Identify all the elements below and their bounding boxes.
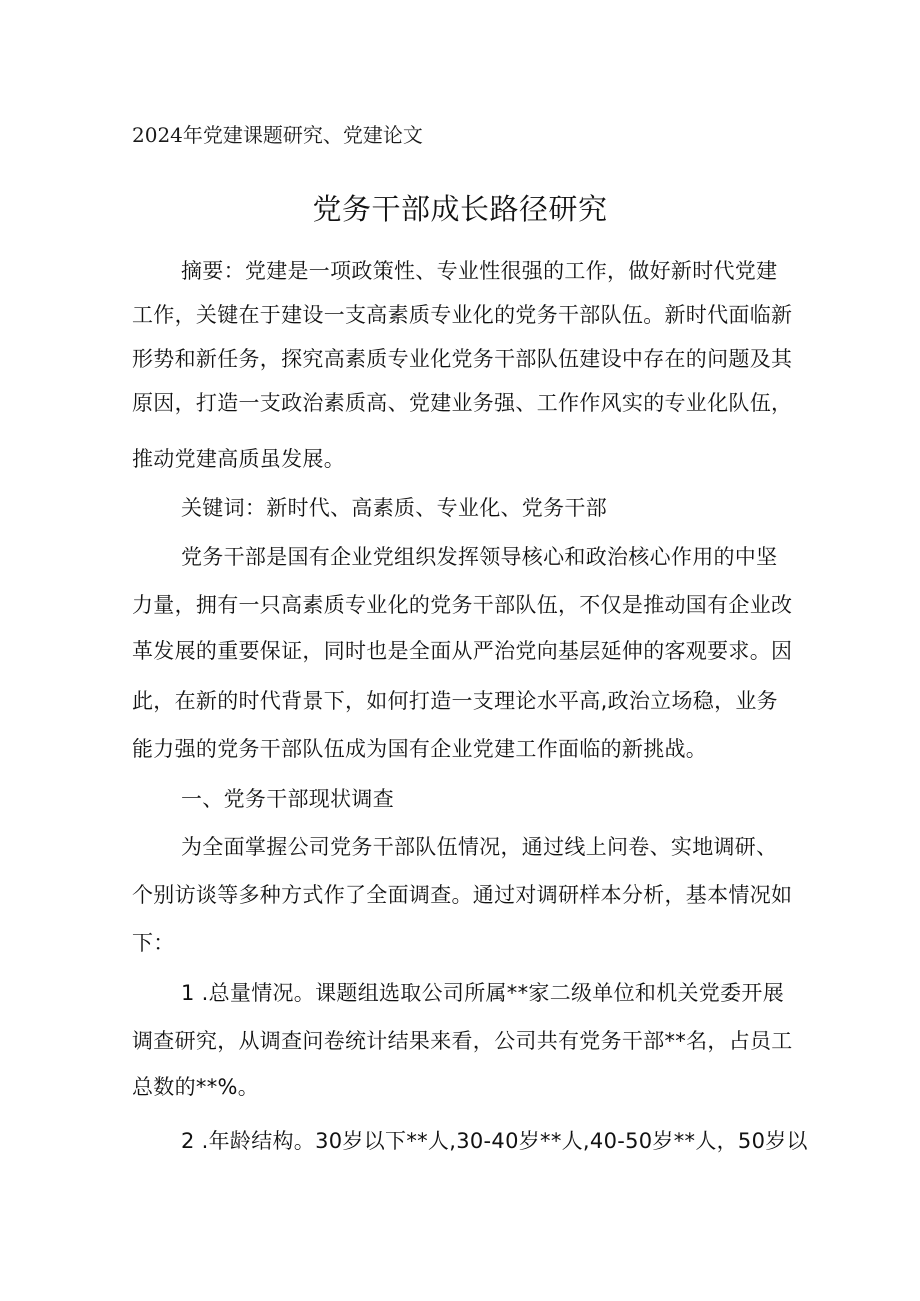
abstract-line: 形势和新任务，探究高素质专业化党务干部队伍建设中存在的问题及其 bbox=[132, 347, 793, 371]
intro-line: 能力强的党务干部队伍成为国有企业党建工作面临的新挑战。 bbox=[132, 737, 708, 761]
section-heading: 一、党务干部现状调查 bbox=[181, 787, 394, 811]
item-line: 总数的**%。 bbox=[132, 1075, 260, 1099]
intro-line: 此，在新的时代背景下，如何打造一支理论水平高,政治立场稳，业务 bbox=[132, 689, 778, 713]
intro-line: 力量，拥有一只高素质专业化的党务干部队伍，不仅是推动国有企业改 bbox=[132, 593, 793, 617]
abstract-line: 摘要：党建是一项政策性、专业性很强的工作，做好新时代党建 bbox=[181, 259, 778, 283]
intro-line: 党务干部是国有企业党组织发挥领导核心和政治核心作用的中坚 bbox=[181, 545, 778, 569]
abstract-line: 推动党建高质虽发展。 bbox=[132, 447, 345, 471]
survey-line: 为全面掌握公司党务干部队伍情况，通过线上问卷、实地调研、 bbox=[181, 835, 778, 859]
abstract-line: 工作，关键在于建设一支高素质专业化的党务干部队伍。新时代面临新 bbox=[132, 303, 793, 327]
abstract-line: 原因，打造一支政治素质高、党建业务强、工作作风实的专业化队伍， bbox=[132, 391, 793, 415]
item-line: 调查研究，从调查问卷统计结果来看，公司共有党务干部**名，占员工 bbox=[132, 1029, 793, 1053]
survey-line: 个别访谈等多种方式作了全面调查。通过对调研样本分析，基本情况如 bbox=[132, 883, 793, 907]
item-line: 2 .年龄结构。30岁以下**人,30-40岁**人,40-50岁**人，50岁以 bbox=[181, 1129, 808, 1153]
keywords-line: 关键词：新时代、高素质、专业化、党务干部 bbox=[181, 496, 607, 520]
intro-line: 革发展的重要保证，同时也是全面从严治党向基层延伸的客观要求。因 bbox=[132, 639, 793, 663]
item-line: 1 .总量情况。课题组选取公司所属**家二级单位和机关党委开展 bbox=[181, 981, 785, 1005]
survey-line: 下： bbox=[132, 931, 175, 955]
page-title: 党务干部成长路径研究 bbox=[312, 192, 608, 226]
document-subtitle: 2024年党建课题研究、党建论文 bbox=[132, 123, 423, 147]
